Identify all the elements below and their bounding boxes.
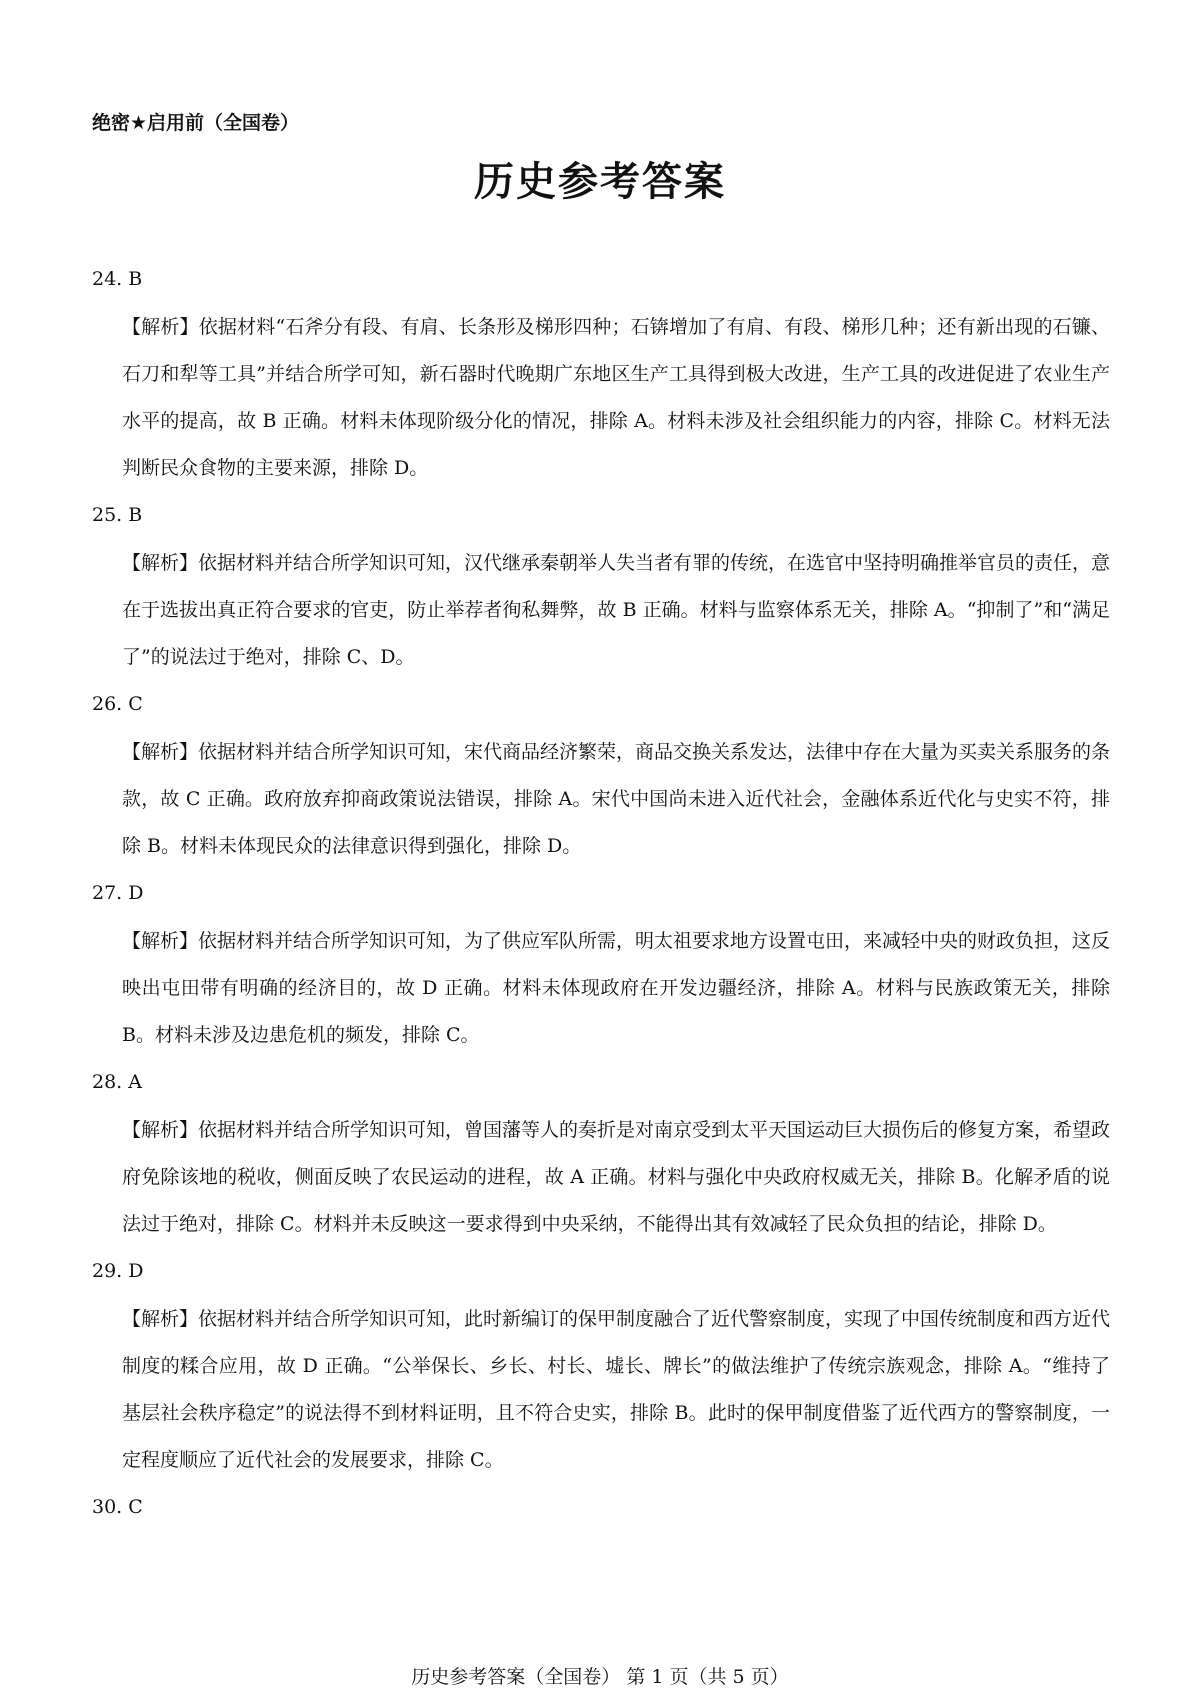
question-explanation: 【解析】依据材料并结合所学知识可知，此时新编订的保甲制度融合了近代警察制度，实现了中国传统制度和西方近代制度的糅合应用，故 D 正确。“公举保长、乡长、村长、墟长、牌长”的做法维护了传统宗族观念，排除 A。“维持了基层社会秩序稳定”的说法得不到材料证明，且不符合史实，排除 B。此时的保甲制度借鉴了近代西方的警察制度，一定程度顺应了近代社会的发展要求，排除 C。 bbox=[122, 1308, 1111, 1471]
question-item bbox=[92, 1254, 1110, 1484]
question-number: 26. C bbox=[92, 693, 143, 715]
question-number: 30. C bbox=[92, 1496, 143, 1518]
question-item bbox=[92, 498, 1110, 681]
page-footer: 历史参考答案（全国卷） 第 1 页（共 5 页） bbox=[411, 1666, 789, 1688]
question-explanation: 【解析】依据材料并结合所学知识可知，汉代继承秦朝举人失当者有罪的传统，在选官中坚持明确推举官员的责任，意在于选拔出真正符合要求的官吏，防止举荐者徇私舞弊，故 B 正确。材料与监察体系无关，排除 A。“抑制了”和“满足了”的说法过于绝对，排除 C、D。 bbox=[122, 552, 1111, 668]
answer-list bbox=[92, 262, 1110, 1532]
question-item bbox=[92, 687, 1110, 870]
question-explanation: 【解析】依据材料并结合所学知识可知，宋代商品经济繁荣，商品交换关系发达，法律中存在大量为买卖关系服务的条款，故 C 正确。政府放弃抑商政策说法错误，排除 A。宋代中国尚未进入近代社会，金融体系近代化与史实不符，排除 B。材料未体现民众的法律意识得到强化，排除 D。 bbox=[122, 741, 1111, 857]
question-number: 27. D bbox=[92, 882, 144, 904]
question-item bbox=[92, 876, 1110, 1059]
question-explanation: 【解析】依据材料并结合所学知识可知，曾国藩等人的奏折是对南京受到太平天国运动巨大损伤后的修复方案，希望政府免除该地的税收，侧面反映了农民运动的进程，故 A 正确。材料与强化中央政府权威无关，排除 B。化解矛盾的说法过于绝对，排除 C。材料并未反映这一要求得到中央采纳，不能得出其有效减轻了民众负担的结论，排除 D。 bbox=[122, 1119, 1111, 1235]
page-title: 历史参考答案 bbox=[474, 158, 726, 205]
question-item bbox=[92, 1490, 1110, 1524]
question-item bbox=[92, 1065, 1110, 1248]
question-number: 25. B bbox=[92, 504, 143, 526]
secret-mark: 绝密★启用前（全国卷） bbox=[92, 112, 300, 134]
question-number: 28. A bbox=[92, 1071, 142, 1093]
question-explanation: 【解析】依据材料“石斧分有段、有肩、长条形及梯形四种；石锛增加了有肩、有段、梯形几种；还有新出现的石镰、石刀和犁等工具”并结合所学可知，新石器时代晚期广东地区生产工具得到极大改进，生产工具的改进促进了农业生产水平的提高，故 B 正确。材料未体现阶级分化的情况，排除 A。材料未涉及社会组织能力的内容，排除 C。材料无法判断民众食物的主要来源，排除 D。 bbox=[122, 316, 1110, 479]
question-item bbox=[92, 262, 1110, 492]
question-number: 24. B bbox=[92, 268, 143, 290]
question-explanation: 【解析】依据材料并结合所学知识可知，为了供应军队所需，明太祖要求地方设置屯田，来减轻中央的财政负担，这反映出屯田带有明确的经济目的，故 D 正确。材料未体现政府在开发边疆经济，排除 A。材料与民族政策无关，排除 B。材料未涉及边患危机的频发，排除 C。 bbox=[122, 930, 1111, 1046]
question-number: 29. D bbox=[92, 1260, 144, 1282]
